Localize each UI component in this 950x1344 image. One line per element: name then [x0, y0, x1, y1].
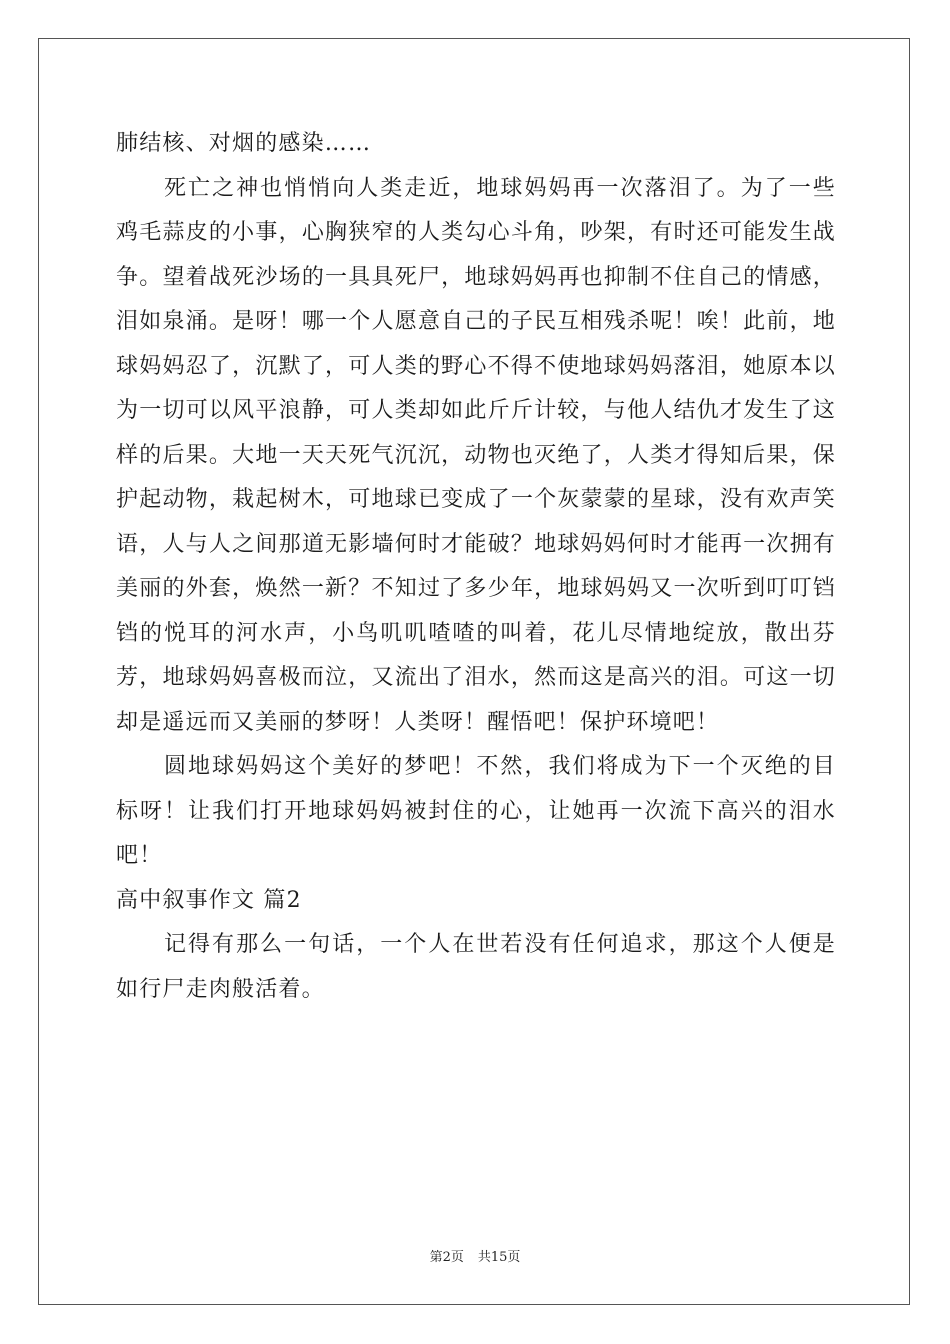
paragraph-continuation: 肺结核、对烟的感染…… [116, 131, 372, 156]
page-footer [0, 1246, 950, 1265]
paragraph-body: 记得有那么一句话，一个人在世若没有任何追求，那这个人便是如行尸走肉般活着。 [116, 932, 836, 1002]
paragraph-body: 死亡之神也悄悄向人类走近，地球妈妈再一次落泪了。为了一些鸡毛蒜皮的小事，心胸狭窄的人类勾心斗角，吵架，有时还可能发生战争。望着战死沙场的一具具死尸，地球妈妈再也抑制不住自己的情感，泪如泉涌。是呀！哪一个人愿意自己的子民互相残杀呢！唉！此前，地球妈妈忍了，沉默了，可人类的野心不得不使地球妈妈落泪，她原本以为一切可以风平浪静，可人类却如此斤斤计较，与他人结仇才发生了这样的后果。大地一天天死气沉沉，动物也灭绝了，人类才得知后果，保护起动物，栽起树木，可地球已变成了一个灰蒙蒙的星球，没有欢声笑语，人与人之间那道无影墙何时才能破？地球妈妈何时才能再一次拥有美丽的外套，焕然一新？不知过了多少年，地球妈妈又一次听到叮叮铛铛的悦耳的河水声，小鸟叽叽喳喳的叫着，花儿尽情地绽放，散出芬芳，地球妈妈喜极而泣，又流出了泪水，然而这是高兴的泪。可这一切却是遥远而又美丽的梦呀！人类呀！醒悟吧！保护环境吧！ [116, 175, 836, 735]
paragraph-body: 圆地球妈妈这个美好的梦吧！不然，我们将成为下一个灭绝的目标呀！让我们打开地球妈妈被封住的心，让她再一次流下高兴的泪水吧！ [116, 754, 836, 868]
section-heading: 高中叙事作文 篇2 [116, 887, 302, 913]
page-number: 第2页 [429, 1250, 464, 1265]
document-body [116, 122, 836, 1012]
page-total: 共15页 [477, 1250, 521, 1265]
